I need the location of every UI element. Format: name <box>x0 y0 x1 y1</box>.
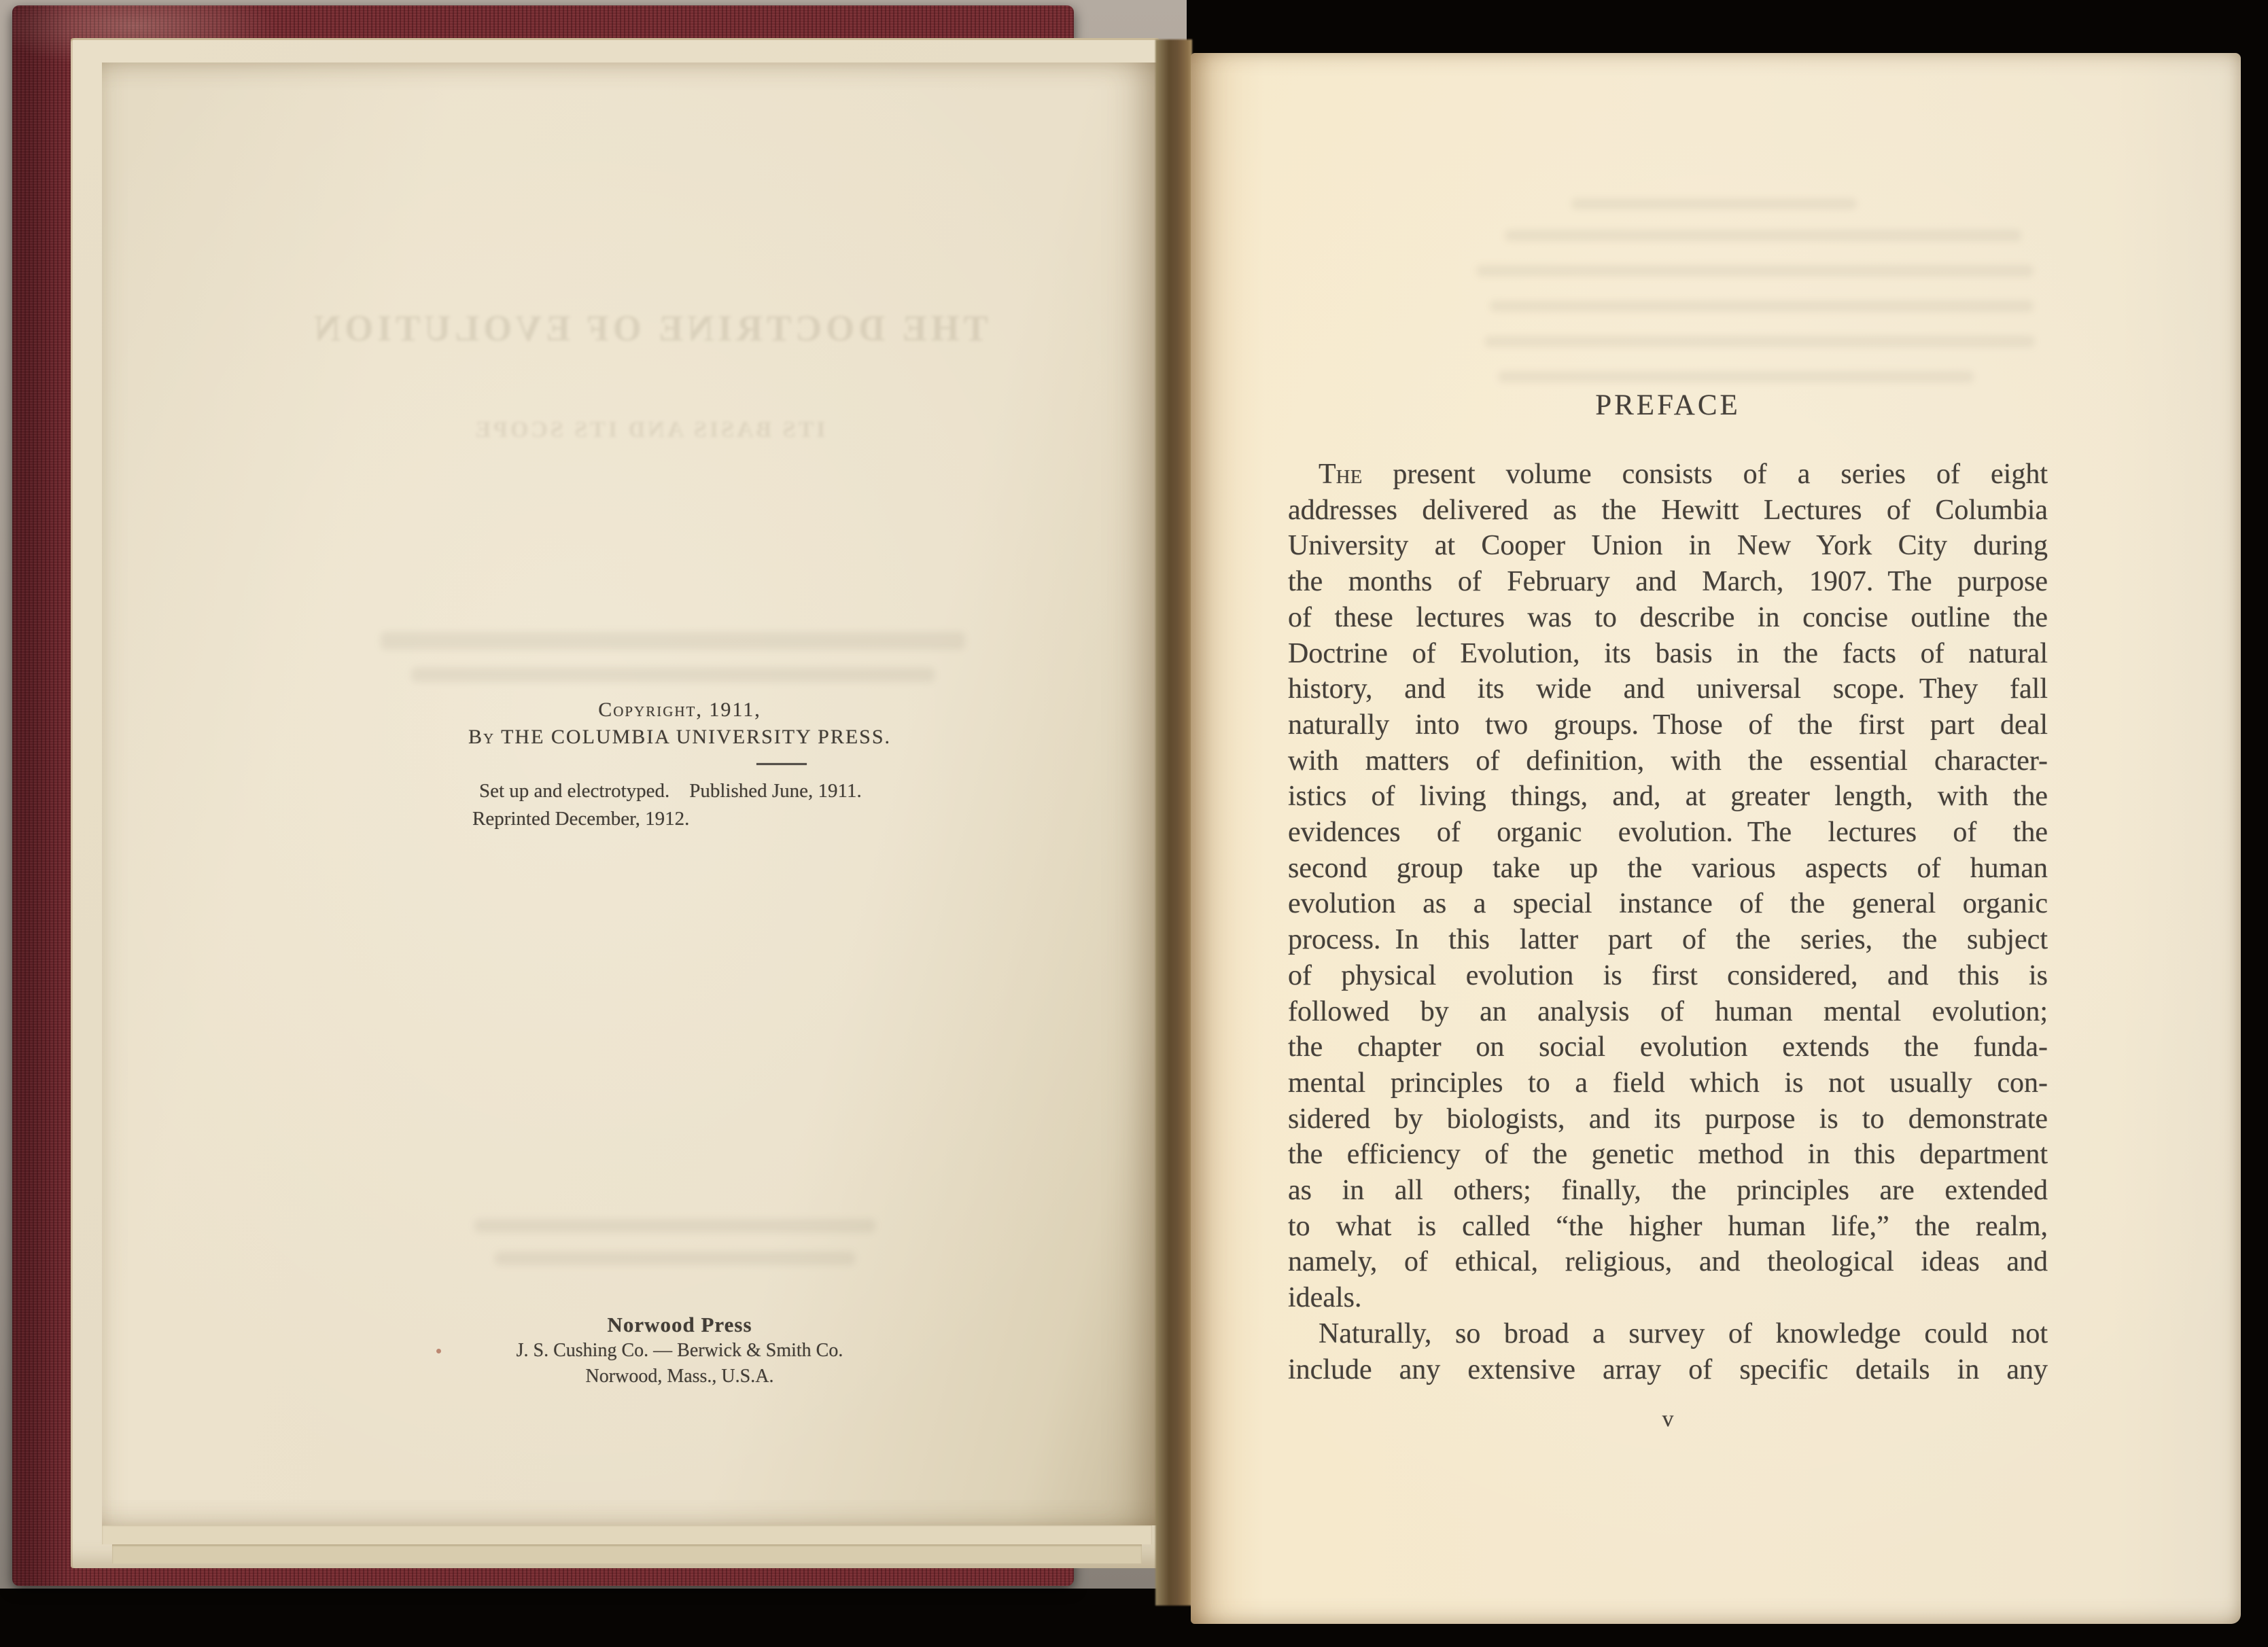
colophon <box>442 1311 918 1389</box>
page-edge-strip <box>112 1544 1142 1563</box>
text-line: the chapter on social evolution extends the funda- <box>1288 1031 2048 1063</box>
show-through-smudge <box>474 1219 875 1233</box>
reprint-line: Reprinted December, 1912. <box>472 808 690 830</box>
colophon-location: Norwood, Mass., U.S.A. <box>585 1366 774 1387</box>
edition-line: Set up and electrotyped. Published June, 1911. <box>479 780 862 802</box>
paper-speck <box>436 1349 441 1353</box>
text-line: namely, of ethical, religious, and theological ideas and <box>1288 1246 2048 1278</box>
text-line: naturally into two groups. Those of the first part deal <box>1288 709 2048 741</box>
text-line: Naturally, so broad a survey of knowledge could not <box>1319 1317 2048 1349</box>
page-title: PREFACE <box>1595 389 1741 421</box>
show-through-subtitle: ITS BASIS AND ITS SCOPE <box>472 417 826 442</box>
edition-block <box>472 777 935 833</box>
text-line: to what is called “the higher human life,” the realm, <box>1288 1210 2048 1242</box>
show-through-smudge <box>1484 336 2035 347</box>
text-line: mental principles to a field which is not usually con- <box>1288 1067 2048 1099</box>
publisher-line: By THE COLUMBIA UNIVERSITY PRESS. <box>468 726 892 748</box>
show-through-smudge <box>381 632 965 650</box>
text-line: followed by an analysis of human mental evolution; <box>1288 995 2048 1027</box>
colophon-press: Norwood Press <box>607 1313 752 1336</box>
text-line: with matters of definition, with the essential character- <box>1288 745 2048 777</box>
page-edge-strip <box>102 1524 1152 1544</box>
divider-rule <box>756 763 807 765</box>
text-line: process. In this latter part of the series, the subject <box>1288 924 2048 956</box>
text-line: second group take up the various aspects of human <box>1288 852 2048 884</box>
text-line: addresses delivered as the Hewitt Lectures of Columbia <box>1288 494 2048 526</box>
text-line: evidences of organic evolution. The lectures of the <box>1288 817 2048 849</box>
text-line: of these lectures was to describe in concise outline the <box>1288 601 2048 633</box>
text-line: The present volume consists of a series of eight <box>1319 459 2048 490</box>
text-line: the months of February and March, 1907. The purpose <box>1288 566 2048 598</box>
colophon-companies: J. S. Cushing Co. — Berwick & Smith Co. <box>516 1340 843 1361</box>
left-page <box>102 63 1159 1525</box>
right-page <box>1191 53 2241 1624</box>
text-line: include any extensive array of specific details in any <box>1288 1353 2048 1385</box>
text-line: of physical evolution is first considered, and this is <box>1288 959 2048 991</box>
text-line: sidered by biologists, and its purpose is to demonstrate <box>1288 1103 2048 1135</box>
page-number: v <box>1662 1406 1674 1432</box>
text-line: Doctrine of Evolution, its basis in the facts of natural <box>1288 637 2048 669</box>
show-through-smudge <box>1505 230 2021 241</box>
show-through-smudge <box>1490 300 2034 312</box>
show-through-smudge <box>411 667 935 682</box>
show-through-smudge <box>495 1252 855 1265</box>
text-line: University at Cooper Union in New York City during <box>1288 530 2048 562</box>
show-through-title: THE DOCTRINE OF EVOLUTION <box>310 308 988 349</box>
text-line: evolution as a special instance of the general organic <box>1288 888 2048 920</box>
copyright-line: Copyright, 1911, <box>598 698 761 721</box>
show-through-smudge <box>1498 371 1974 383</box>
text-line: istics of living things, and, at greater length, with the <box>1288 781 2048 813</box>
text-line: history, and its wide and universal scope. They fall <box>1288 673 2048 705</box>
show-through-smudge <box>1571 198 1857 209</box>
show-through-smudge <box>1476 265 2034 277</box>
text-line: the efficiency of the genetic method in this department <box>1288 1139 2048 1171</box>
text-line: as in all others; finally, the principles are extended <box>1288 1175 2048 1207</box>
text-line: ideals. <box>1288 1282 1362 1314</box>
book-gutter <box>1155 39 1192 1606</box>
preface-text <box>1288 457 2048 1387</box>
